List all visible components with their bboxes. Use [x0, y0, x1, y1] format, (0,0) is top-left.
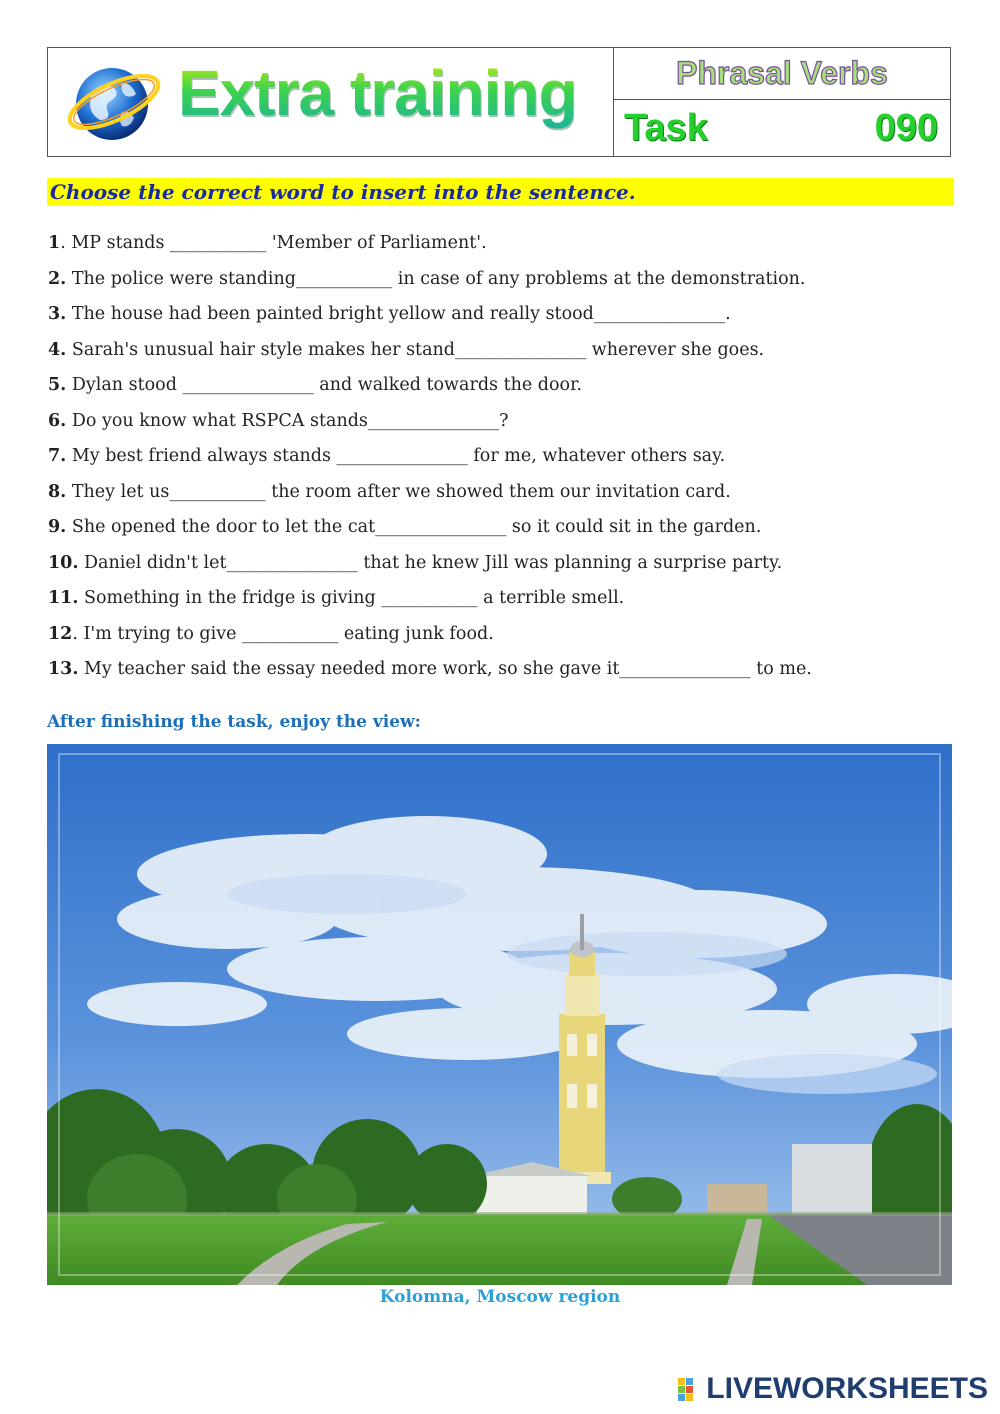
question-text: Sarah's unusual hair style makes her stand_______________ wherever she goes. — [66, 339, 765, 360]
task-number: 090 — [874, 106, 938, 149]
question-item — [48, 370, 958, 406]
question-text: My teacher said the essay needed more work, so she gave it_______________ to me. — [78, 659, 812, 679]
question-text: The police were standing___________ in case of any problems at the demonstration. — [66, 268, 806, 289]
question-number: 13. — [48, 659, 79, 679]
globe-icon — [64, 52, 164, 152]
question-text: Something in the fridge is giving ___________ a terrible smell. — [78, 588, 625, 608]
instruction-banner: Choose the correct word to insert into the sentence. — [47, 178, 954, 206]
question-item — [48, 264, 958, 300]
question-text: Dylan stood _______________ and walked towards the door. — [66, 375, 583, 395]
photo-caption: Kolomna, Moscow region — [379, 1287, 621, 1307]
question-number: 8. — [48, 481, 67, 502]
question-item — [48, 548, 958, 584]
landscape-illustration — [47, 744, 952, 1285]
question-number: 7. — [48, 446, 67, 466]
question-text: They let us___________ the room after we showed them our invitation card. — [66, 481, 731, 502]
question-number: 5. — [48, 375, 67, 395]
question-number: 11. — [48, 588, 79, 608]
question-text: My best friend always stands _______________ for me, whatever others say. — [66, 446, 726, 466]
question-number: 2. — [48, 268, 67, 289]
question-text: She opened the door to let the cat_______________ so it could sit in the garden. — [66, 517, 762, 537]
header-box — [47, 47, 951, 157]
logo-area — [48, 48, 614, 156]
question-number: 12 — [48, 623, 73, 644]
brand-text: LIVEWORKSHEETS — [706, 1372, 988, 1405]
question-item — [48, 477, 958, 513]
question-number: 3. — [48, 304, 67, 324]
after-task-note: After finishing the task, enjoy the view: — [47, 712, 421, 732]
question-sep: . — [60, 233, 66, 253]
question-sep: . — [72, 623, 78, 644]
question-text: MP stands ___________ 'Member of Parliament'. — [65, 233, 487, 253]
question-item — [48, 335, 958, 371]
logo-title: Extra training — [178, 57, 577, 129]
question-text: Daniel didn't let_______________ that he knew Jill was planning a surprise party. — [78, 552, 783, 573]
question-text: Do you know what RSPCA stands_______________? — [66, 410, 509, 431]
landscape-photo — [47, 744, 952, 1285]
liveworksheets-icon — [676, 1376, 704, 1402]
task-label: Task — [624, 106, 708, 149]
question-item — [48, 441, 958, 477]
question-text: I'm trying to give ___________ eating junk food. — [77, 623, 494, 644]
question-item — [48, 299, 958, 335]
question-item — [48, 228, 958, 264]
question-item — [48, 406, 958, 442]
question-item — [48, 619, 958, 655]
task-cell — [614, 100, 950, 156]
question-number: 6. — [48, 410, 67, 431]
question-item — [48, 654, 958, 690]
brand-logo — [676, 1372, 988, 1406]
subject-title: Phrasal Verbs — [614, 48, 950, 100]
question-item — [48, 512, 958, 548]
question-item — [48, 583, 958, 619]
question-number: 4. — [48, 339, 67, 360]
question-number: 10. — [48, 552, 79, 573]
question-text: The house had been painted bright yellow and really stood_______________. — [66, 304, 731, 324]
question-number: 9. — [48, 517, 67, 537]
question-list — [48, 228, 958, 690]
question-number: 1 — [48, 233, 61, 253]
header-right — [614, 48, 950, 156]
